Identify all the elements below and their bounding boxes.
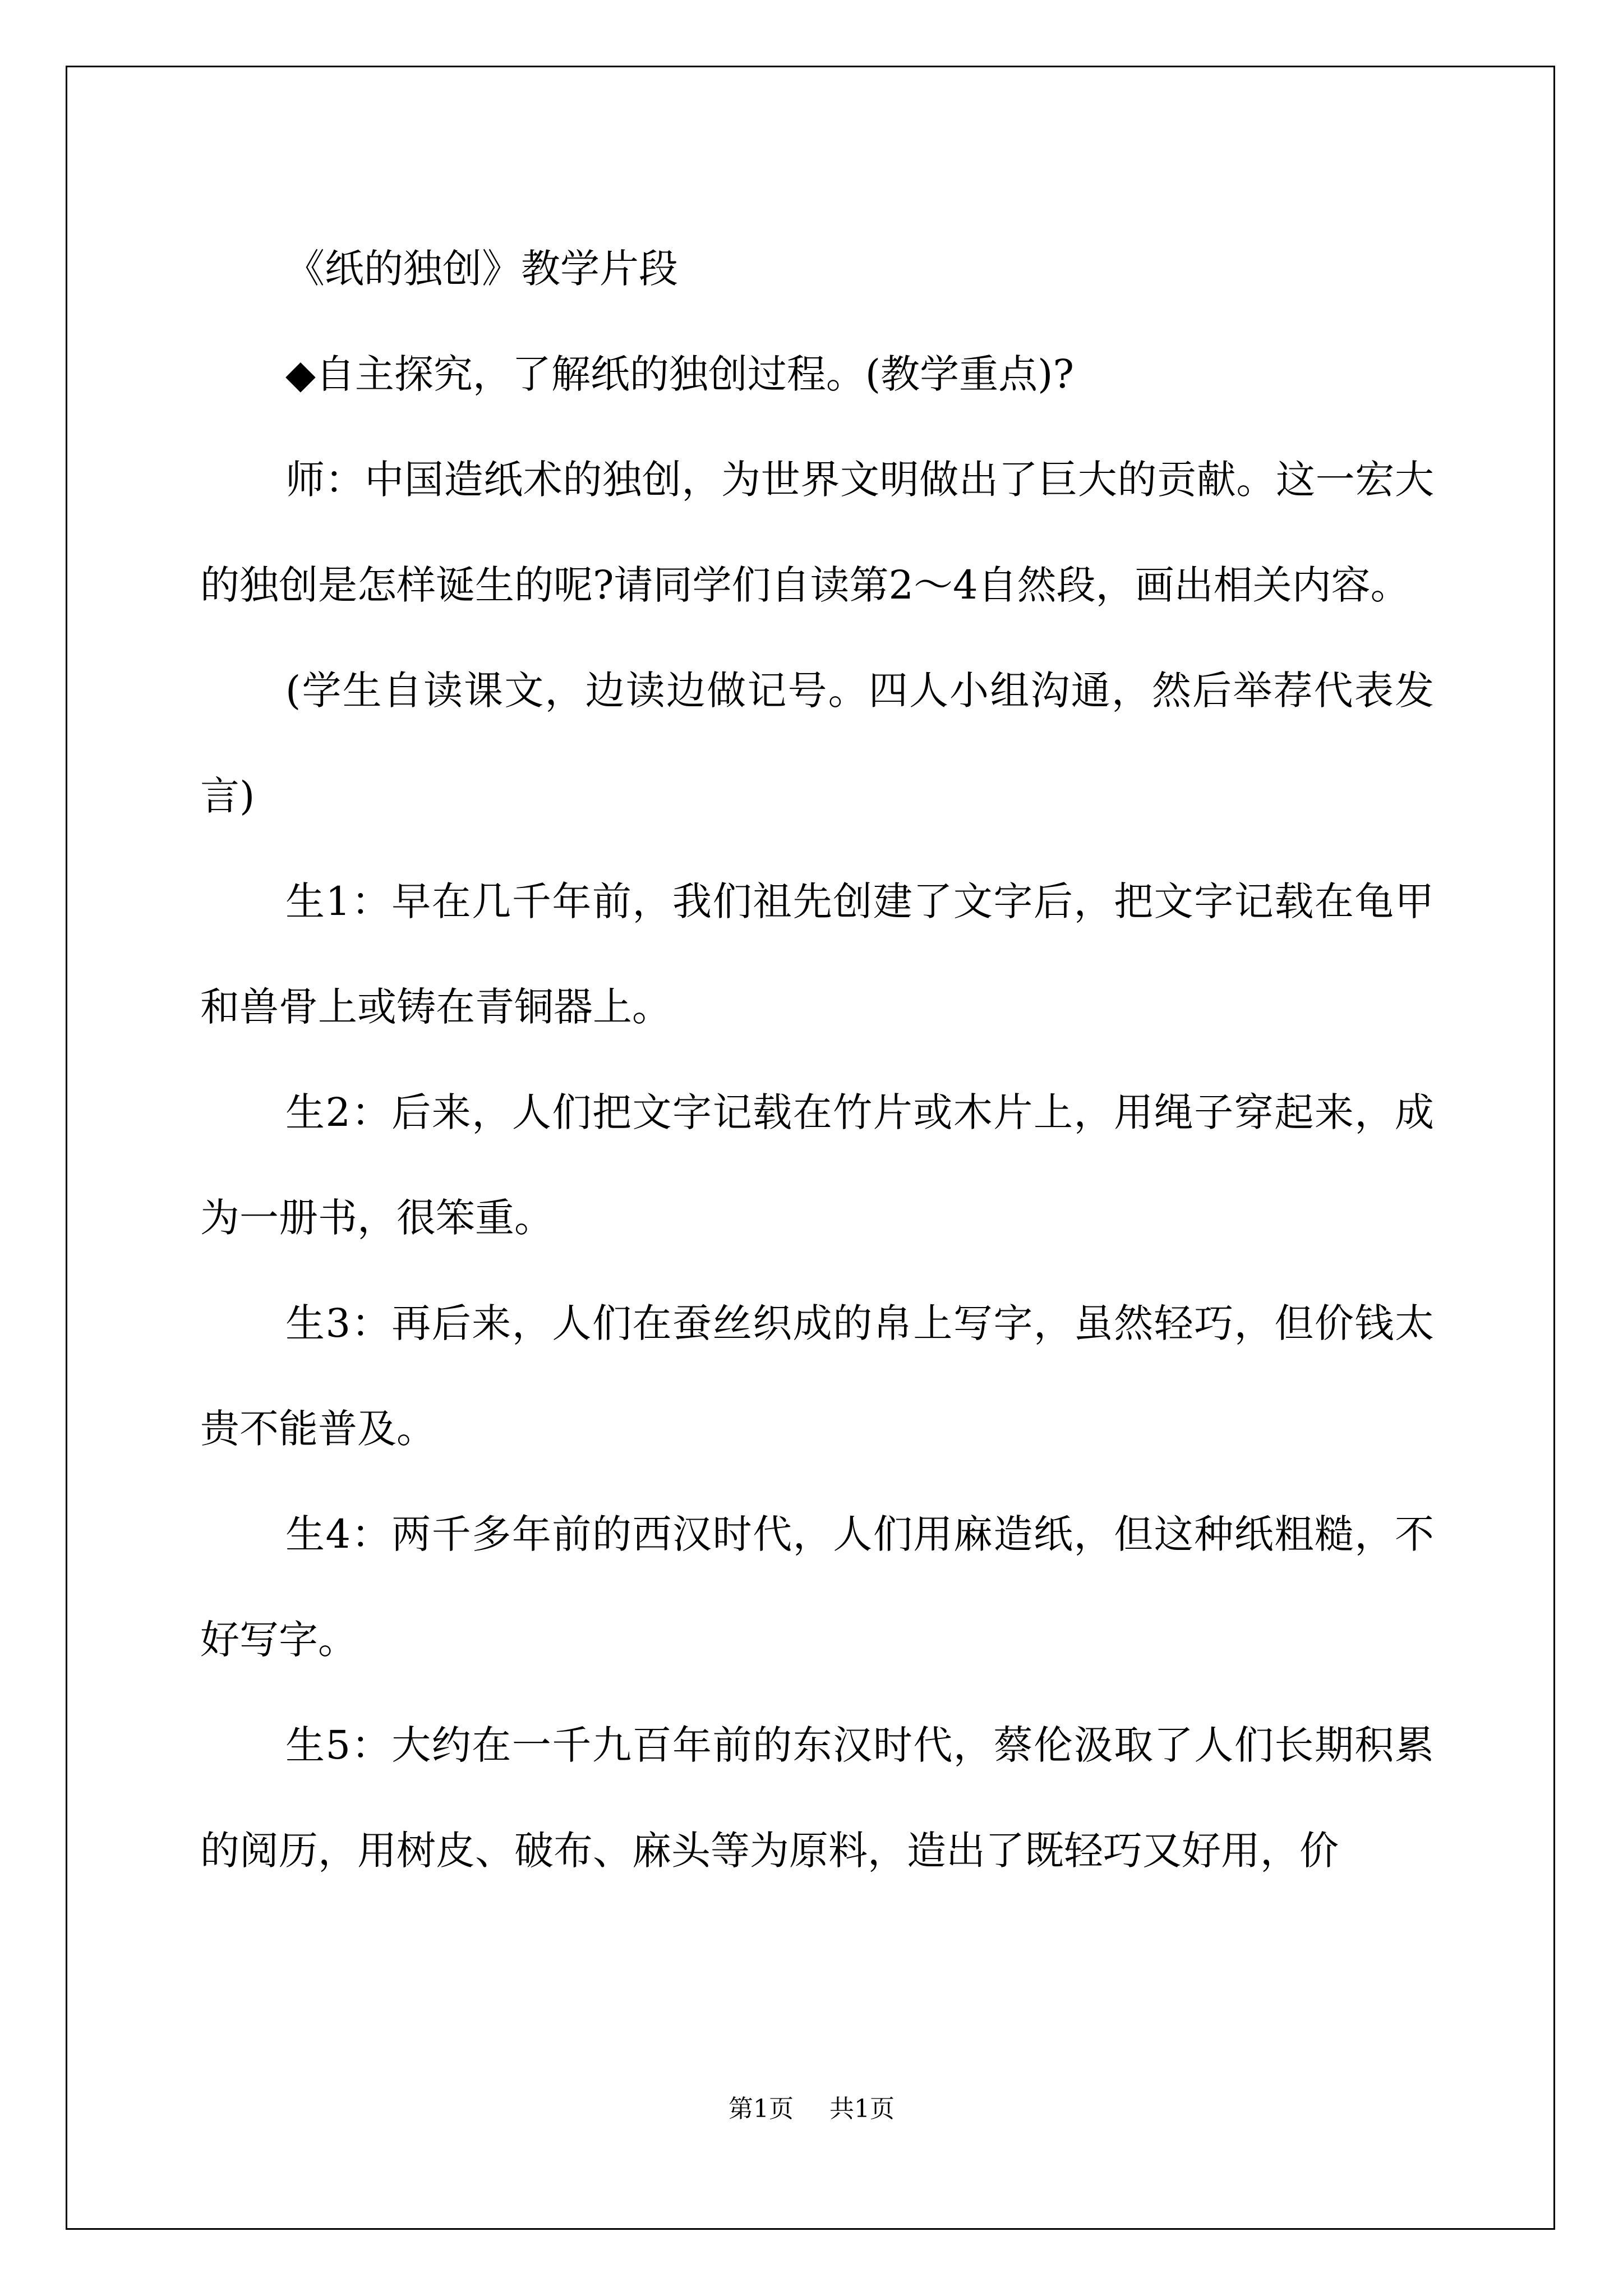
- page-number: 第1页: [728, 2095, 794, 2123]
- document-title: 《纸的独创》教学片段: [285, 246, 678, 292]
- paragraph-student-4: 生4：两千多年前的西汉时代，人们用麻造纸，但这种纸粗糙，不好写字。: [200, 1511, 1434, 1663]
- section-heading: ◆自主探究，了解纸的独创过程。(教学重点)?: [285, 351, 1074, 397]
- paragraph-teacher: 师：中国造纸术的独创，为世界文明做出了巨大的贡献。这一宏大的独创是怎样诞生的呢?请同学们自读第2～4自然段，画出相关内容。: [200, 457, 1434, 608]
- paragraph-student-1: 生1：早在几千年前，我们祖先创建了文字后，把文字记载在龟甲和兽骨上或铸在青铜器上。: [200, 878, 1434, 1030]
- paragraph-activity: (学生自读课文，边读边做记号。四人小组沟通，然后举荐代表发言): [200, 668, 1434, 819]
- document-body: [200, 216, 1434, 1903]
- page-footer: [0, 2092, 1623, 2126]
- page-total: 共1页: [829, 2095, 895, 2123]
- paragraph-student-2: 生2：后来，人们把文字记载在竹片或木片上，用绳子穿起来，成为一册书，很笨重。: [200, 1089, 1434, 1241]
- paragraph-student-5: 生5：大约在一千九百年前的东汉时代，蔡伦汲取了人们长期积累的阅历，用树皮、破布、麻头等为原料，造出了既轻巧又好用，价: [200, 1722, 1434, 1874]
- paragraph-student-3: 生3：再后来，人们在蚕丝织成的帛上写字，虽然轻巧，但价钱太贵不能普及。: [200, 1300, 1434, 1452]
